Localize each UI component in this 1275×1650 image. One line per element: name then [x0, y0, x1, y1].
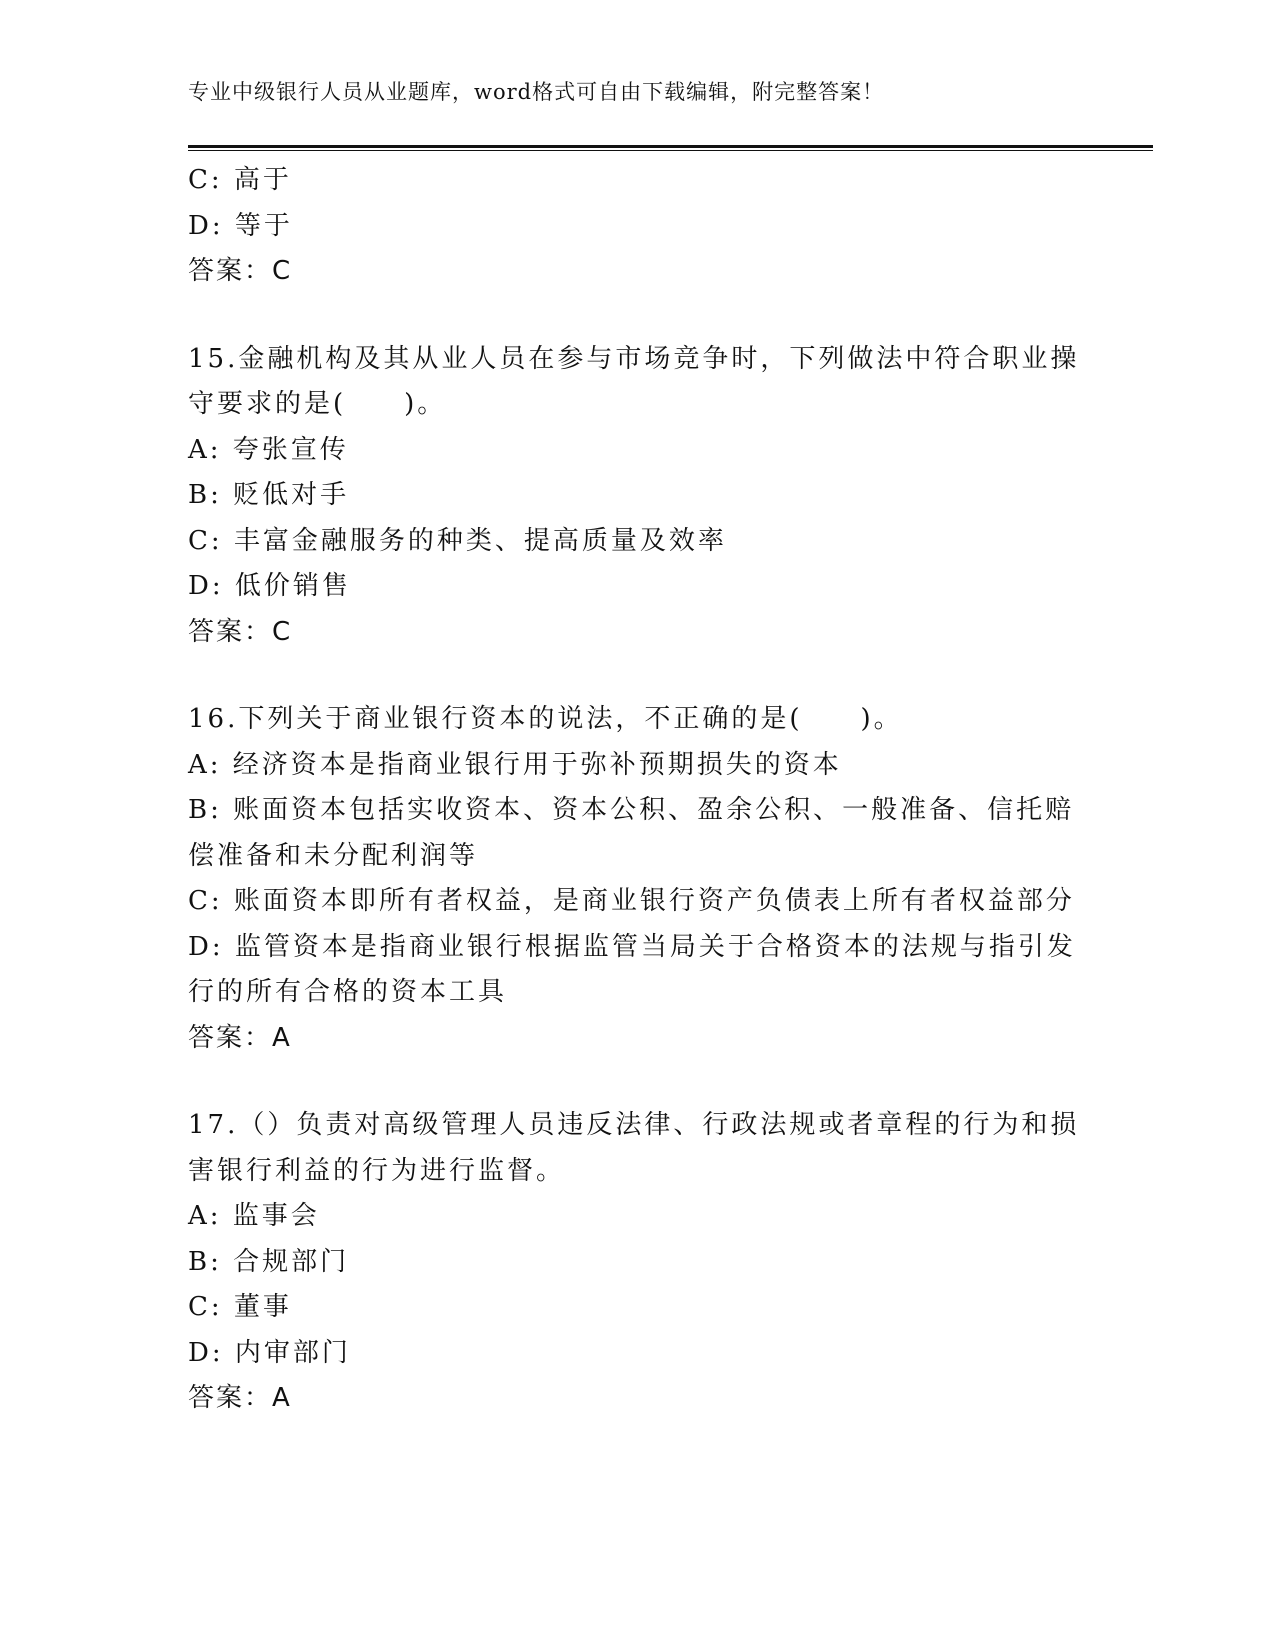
question-text: 15.金融机构及其从业人员在参与市场竞争时，下列做法中符合职业操	[188, 343, 1080, 374]
option-c: C: 董事	[188, 1292, 292, 1322]
option-b: B: 贬低对手	[188, 480, 350, 510]
answer-line: 答案：C	[188, 256, 293, 286]
question-text: 害银行利益的行为进行监督。	[188, 1155, 566, 1186]
option-c: C: 高于	[188, 165, 292, 195]
option-d-continued: 行的所有合格的资本工具	[188, 977, 508, 1007]
question-16	[188, 697, 1076, 1061]
question-17	[188, 1103, 1080, 1422]
option-d: D: 监管资本是指商业银行根据监管当局关于合格资本的法规与指引发	[188, 931, 1076, 962]
option-a: A: 经济资本是指商业银行用于弥补预期损失的资本	[188, 749, 842, 780]
option-c: C: 账面资本即所有者权益，是商业银行资产负债表上所有者权益部分	[188, 886, 1075, 916]
answer-line: 答案：A	[188, 1383, 292, 1413]
answer-line: 答案：C	[188, 616, 293, 647]
question-15	[188, 337, 1080, 656]
header-rule-thin	[188, 150, 1153, 151]
option-a: A: 夸张宣传	[188, 434, 349, 465]
option-a: A: 监事会	[188, 1201, 320, 1231]
page-header: 专业中级银行人员从业题库，word格式可自由下载编辑，附完整答案！	[188, 80, 885, 104]
option-b: B: 账面资本包括实收资本、资本公积、盈余公积、一般准备、信托赔	[188, 795, 1075, 825]
option-c: C: 丰富金融服务的种类、提高质量及效率	[188, 525, 727, 556]
option-b-continued: 偿准备和未分配利润等	[188, 840, 479, 871]
question-text: 16.下列关于商业银行资本的说法，不正确的是( )。	[188, 704, 903, 734]
header-rule-thick	[188, 145, 1153, 148]
question-text: 17.（）负责对高级管理人员违反法律、行政法规或者章程的行为和损	[188, 1110, 1080, 1140]
option-d: D: 低价销售	[188, 571, 351, 601]
option-d: D: 内审部门	[188, 1337, 351, 1368]
option-d: D: 等于	[188, 210, 293, 241]
question-text: 守要求的是( )。	[188, 389, 447, 419]
continuation-block	[188, 158, 1068, 295]
option-b: B: 合规部门	[188, 1246, 350, 1277]
answer-line: 答案：A	[188, 1022, 292, 1053]
question-content	[188, 158, 1080, 1422]
